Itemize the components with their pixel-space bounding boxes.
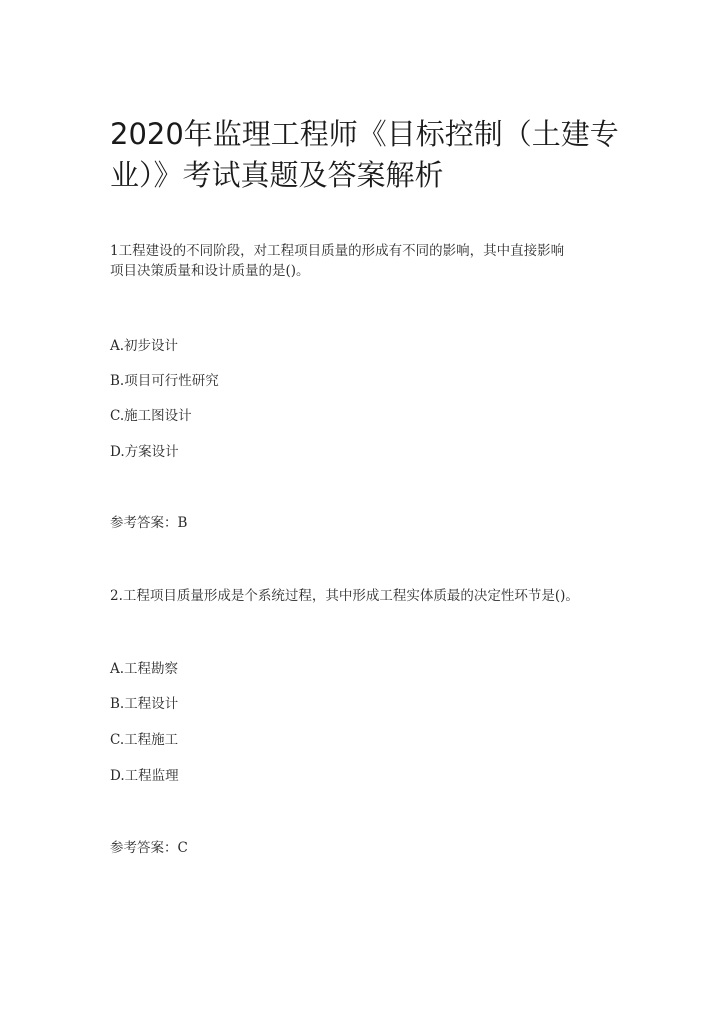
question-1-option-b: B.项目可行性研究 [110, 373, 219, 389]
question-1-stem-line-2: 项目决策质量和设计质量的是()。 [110, 263, 310, 279]
question-1-stem [110, 241, 630, 281]
question-1-option-c: C.施工图设计 [110, 408, 192, 424]
document-title [110, 114, 630, 196]
question-2-option-c: C.工程施工 [110, 732, 179, 748]
title-line-1: 2020年监理工程师《目标控制（土建专 [110, 117, 619, 151]
title-line-2: 业）》考试真题及答案解析 [110, 158, 444, 192]
question-1-option-a: A.初步设计 [110, 338, 179, 354]
question-1-stem-line-1: 1工程建设的不同阶段，对工程项目质量的形成有不同的影响，其中直接影响 [110, 243, 565, 259]
question-2-option-a: A.工程勘察 [110, 661, 179, 677]
question-2-option-b: B.工程设计 [110, 696, 179, 712]
question-2-stem [110, 586, 630, 606]
question-1-option-d: D.方案设计 [110, 444, 179, 460]
question-1-answer: 参考答案：B [110, 515, 188, 531]
question-2-stem-line-1: 2.工程项目质量形成是个系统过程，其中形成工程实体质最的决定性环节是()。 [110, 588, 579, 604]
question-2-answer: 参考答案：C [110, 840, 188, 856]
question-2-option-d: D.工程监理 [110, 768, 179, 784]
